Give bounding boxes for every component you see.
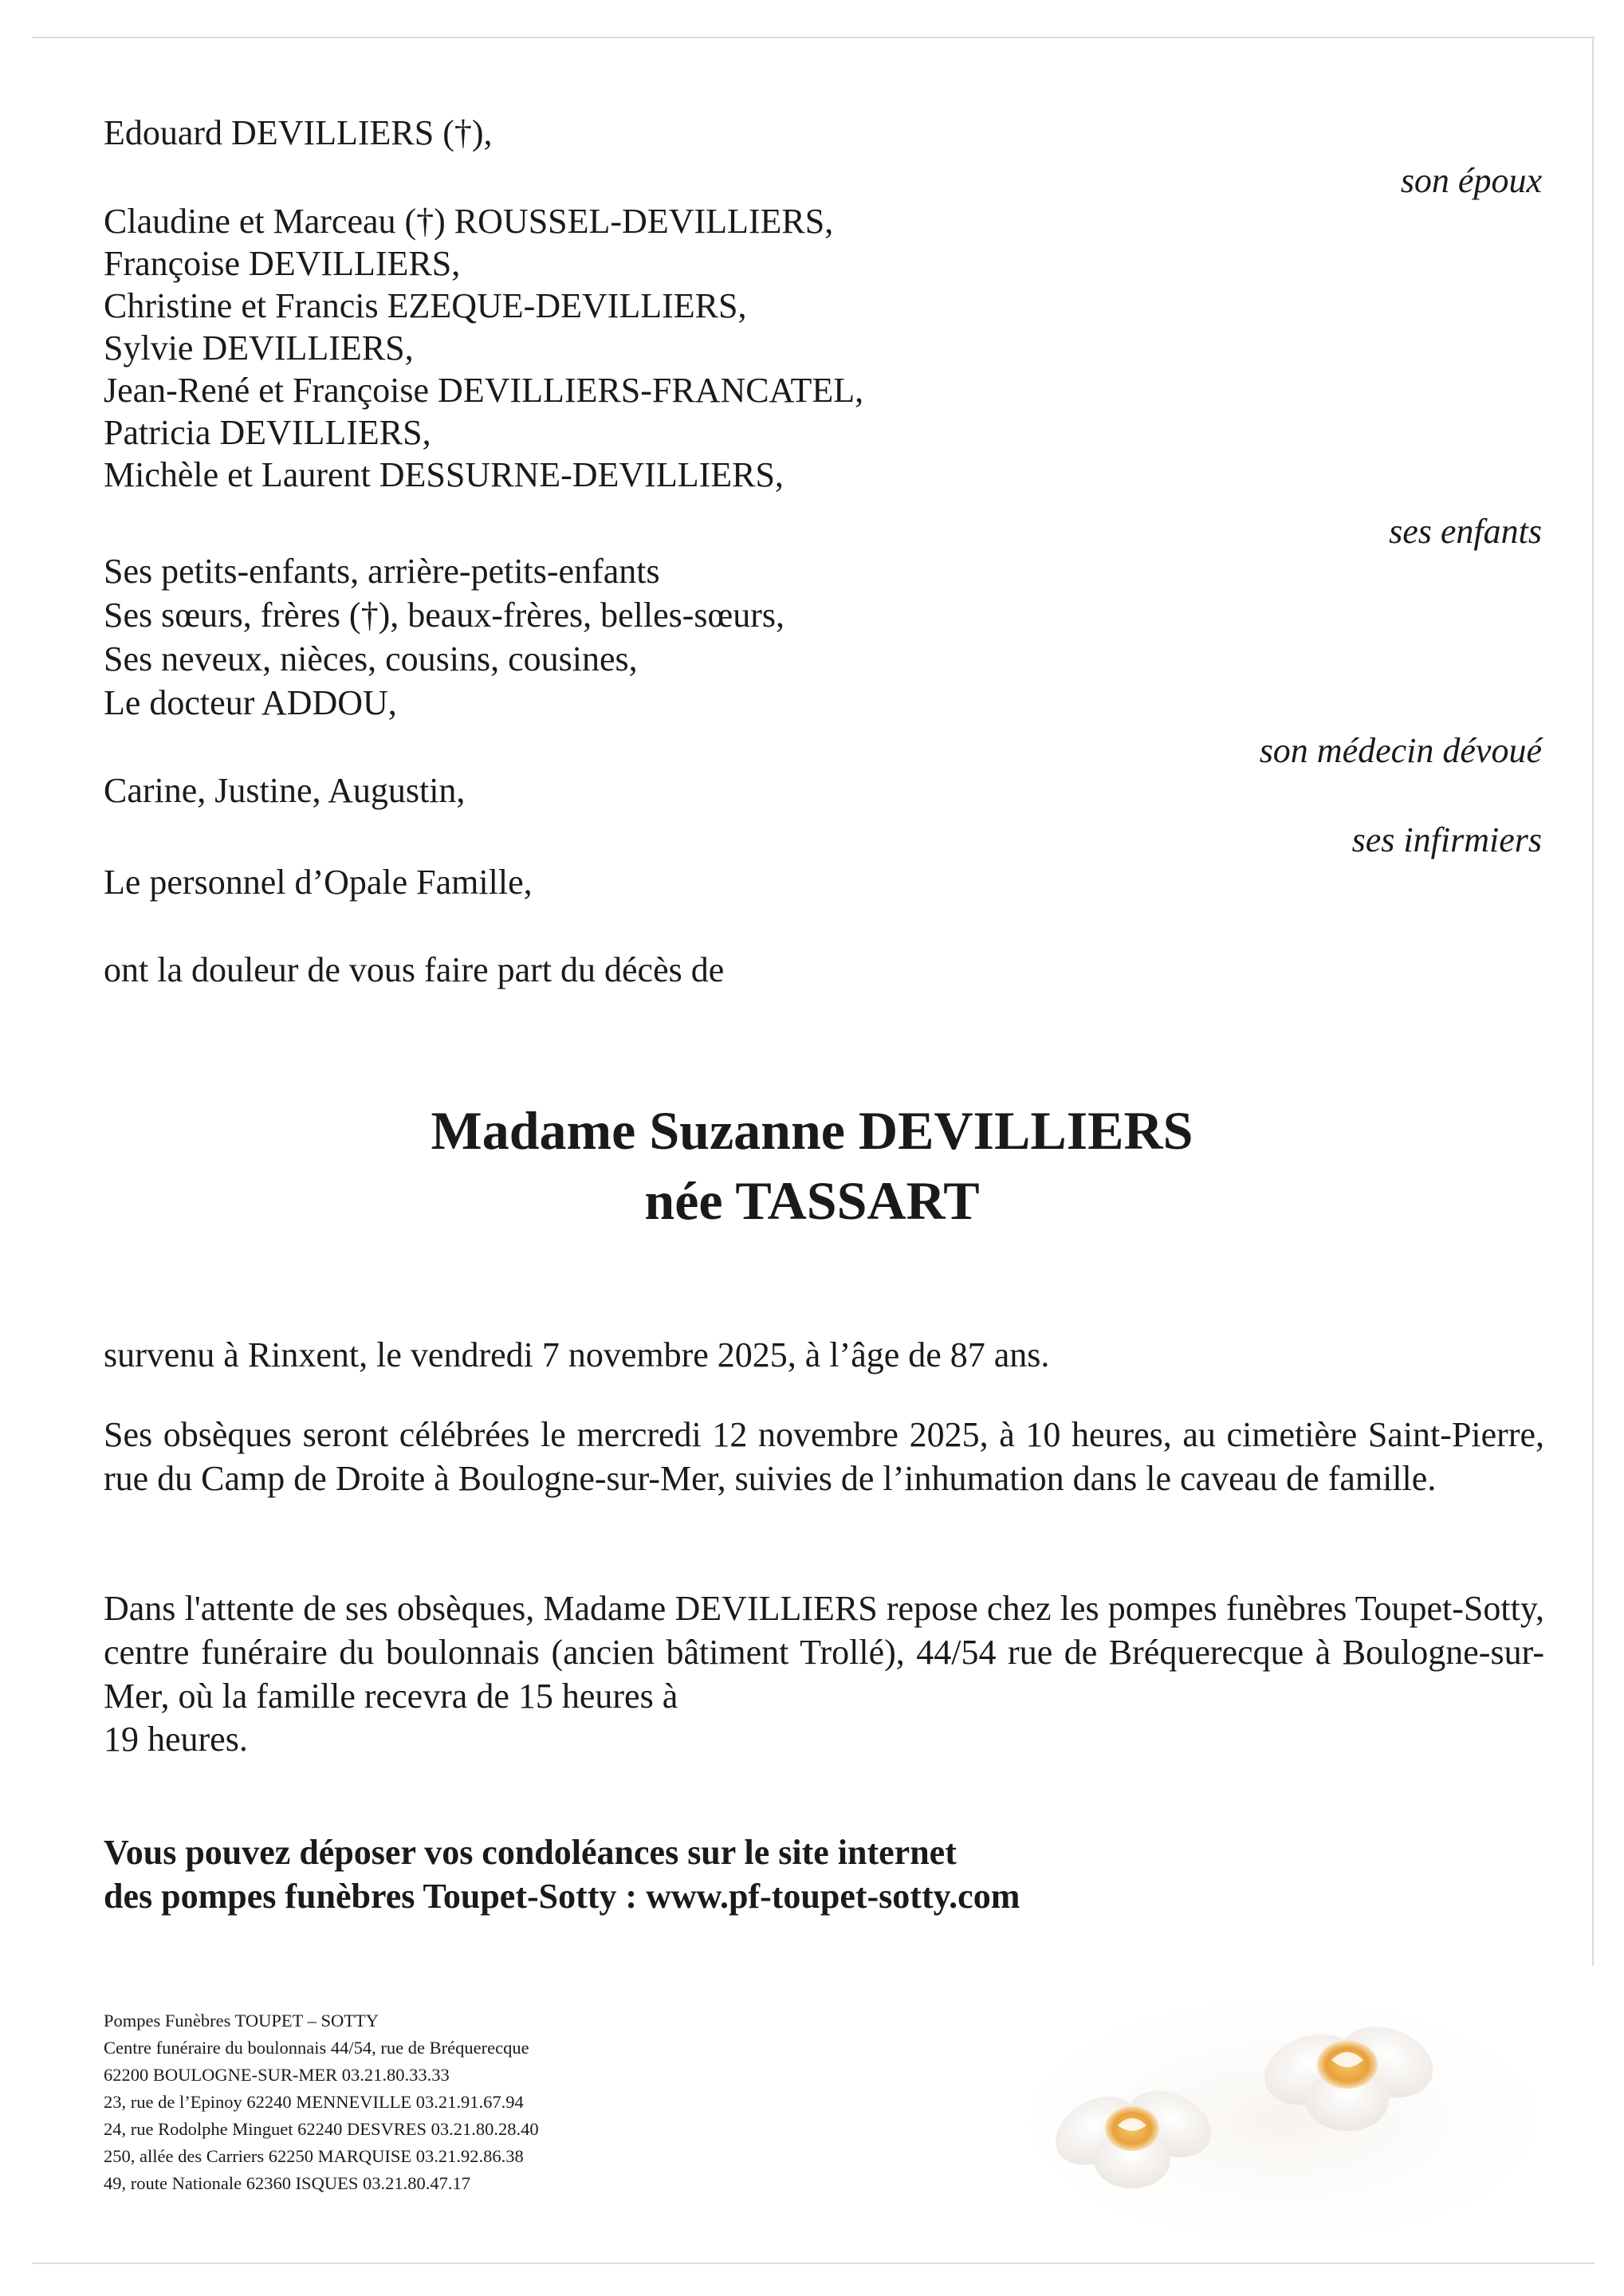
announce-line: ont la douleur de vous faire part du décès de: [104, 950, 725, 989]
condolences-line-2: des pompes funèbres Toupet-Sotty : www.pf-toupet-sotty.com: [104, 1877, 1020, 1916]
frame-right-line: [1592, 37, 1594, 1966]
death-notice: survenu à Rinxent, le vendredi 7 novembre 2025, à l’âge de 87 ans.: [104, 1335, 1050, 1374]
footer-line: 23, rue de l’Epinoy 62240 MENNEVILLE 03.21.91.67.94: [104, 2092, 524, 2112]
child-line-3: Christine et Francis EZEQUE-DEVILLIERS,: [104, 286, 747, 325]
role-spouse: son époux: [1400, 161, 1542, 200]
funeral-home-addresses: [104, 2007, 539, 2197]
spouse-line: Edouard DEVILLIERS (†),: [104, 113, 493, 152]
relatives-line-3: Ses neveux, nièces, cousins, cousines,: [104, 639, 638, 678]
condolences-line-1: Vous pouvez déposer vos condoléances sur le site internet: [104, 1833, 957, 1872]
child-line-2: Françoise DEVILLIERS,: [104, 244, 461, 283]
child-line-1: Claudine et Marceau (†) ROUSSEL-DEVILLIERS,: [104, 202, 834, 241]
footer-line: Centre funéraire du boulonnais 44/54, rue de Bréquerecque: [104, 2038, 529, 2058]
relatives-line-2: Ses sœurs, frères (†), beaux-frères, belles-sœurs,: [104, 596, 785, 635]
resting-hours: 19 heures.: [104, 1720, 248, 1759]
footer-line: 24, rue Rodolphe Minguet 62240 DESVRES 03.21.80.28.40: [104, 2119, 539, 2139]
role-children: ses enfants: [1389, 512, 1542, 551]
deceased-name: Madame Suzanne DEVILLIERS: [431, 1100, 1193, 1161]
staff-line: Le personnel d’Opale Famille,: [104, 863, 533, 902]
nurses-line: Carine, Justine, Augustin,: [104, 771, 466, 810]
doctor-line: Le docteur ADDOU,: [104, 683, 397, 722]
footer-line: 250, allée des Carriers 62250 MARQUISE 03.21.92.86.38: [104, 2146, 524, 2166]
footer-line: Pompes Funèbres TOUPET – SOTTY: [104, 2011, 379, 2031]
child-line-4: Sylvie DEVILLIERS,: [104, 328, 414, 368]
footer-line: 62200 BOULOGNE-SUR-MER 03.21.80.33.33: [104, 2065, 450, 2085]
child-line-6: Patricia DEVILLIERS,: [104, 413, 431, 452]
role-doctor: son médecin dévoué: [1259, 731, 1542, 770]
child-line-7: Michèle et Laurent DESSURNE-DEVILLIERS,: [104, 455, 784, 494]
resting-paragraph: Dans l'attente de ses obsèques, Madame DEVILLIERS repose chez les pompes funèbres Toupet-Sotty, centre funéraire du boulonnais (ancien bâtiment Trollé), 44/54 rue de Bréquerecque à Boulogne-sur-Mer, où la famille recevra de 15 heures à: [104, 1589, 1544, 1716]
deceased-maiden-name: née TASSART: [644, 1170, 980, 1231]
footer-line: 49, route Nationale 62360 ISQUES 03.21.80.47.17: [104, 2173, 470, 2193]
role-nurses: ses infirmiers: [1351, 820, 1542, 859]
funeral-paragraph: Ses obsèques seront célébrées le mercredi 12 novembre 2025, à 10 heures, au cimetière Saint-Pierre, rue du Camp de Droite à Boulogne-sur-Mer, suivies de l’inhumation dans le caveau de famille.: [104, 1415, 1544, 1498]
relatives-line-1: Ses petits-enfants, arrière-petits-enfants: [104, 552, 660, 591]
frame-top-line: [32, 37, 1595, 38]
orchid-flowers-illustration: [973, 1961, 1595, 2264]
child-line-5: Jean-René et Françoise DEVILLIERS-FRANCATEL,: [104, 371, 864, 410]
